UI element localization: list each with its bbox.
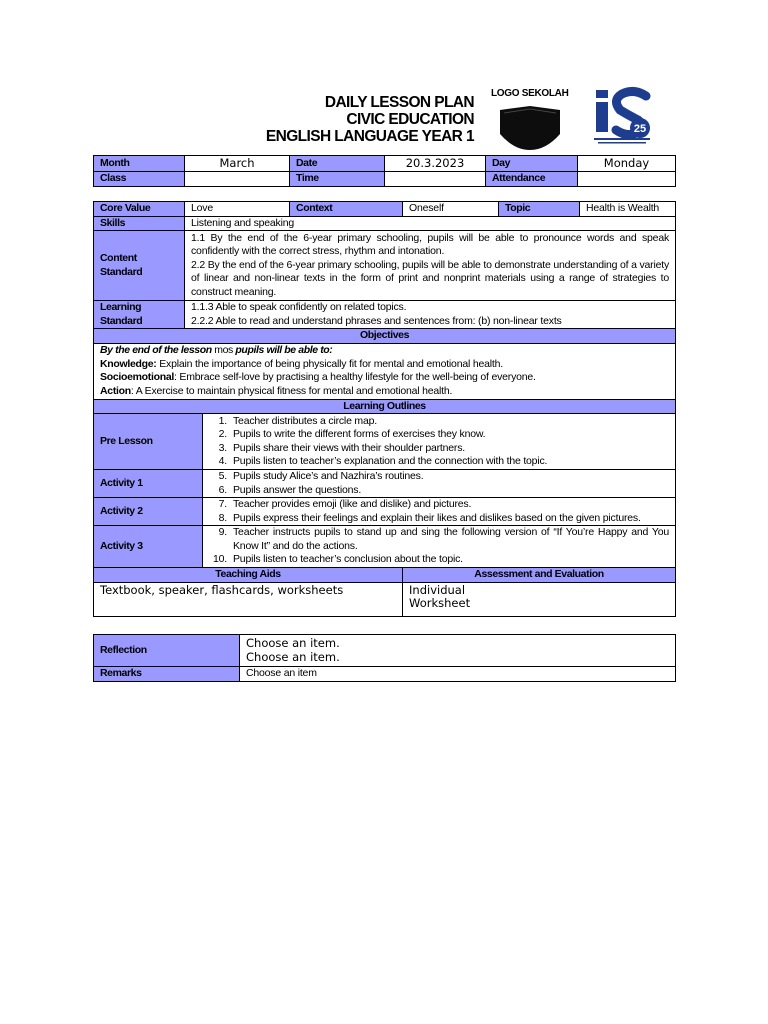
assessment-line-1: Individual [409, 582, 466, 597]
title-line-2: CIVIC EDUCATION [346, 111, 474, 128]
activity-3-label: Activity 3 [94, 526, 203, 568]
step-text: Teacher instructs pupils to stand up and sing the following version of “If You’re Happy and You Know It” and do the actions. [233, 526, 670, 552]
step-text: Pupils to write the different forms of exercises they know. [233, 428, 486, 440]
reflection-line-1: Choose an item. [246, 636, 340, 650]
list-item [209, 470, 669, 484]
info-table [93, 155, 676, 187]
assessment-value[interactable] [403, 582, 676, 616]
attendance-label: Attendance [486, 172, 578, 187]
step-number: 7. [218, 498, 227, 510]
context-label: Context [290, 202, 403, 217]
step-number: 2. [218, 428, 227, 440]
learning-outlines-heading: Learning Outlines [94, 399, 676, 414]
knowledge-label: Knowledge: [100, 357, 157, 370]
action-label: Action [100, 384, 131, 397]
reflection-line-2: Choose an item. [246, 649, 340, 664]
month-label: Month [94, 156, 185, 172]
step-text: Pupils listen to teacher’s explanation and the connection with the topic. [233, 455, 548, 467]
topic-value[interactable]: Health is Wealth [580, 202, 676, 217]
knowledge-text: Explain the importance of being physically fit for mental and emotional health. [156, 357, 503, 370]
content-standard[interactable] [185, 231, 676, 301]
teaching-aids-value[interactable]: Textbook, speaker, flashcards, worksheets [94, 582, 403, 616]
list-item [209, 553, 669, 567]
skills-value[interactable]: Listening and speaking [185, 216, 676, 231]
socioemotional-label: Socioemotional [100, 371, 174, 383]
step-text: Teacher provides emoji (like and dislike) and pictures. [233, 498, 472, 510]
remarks-label: Remarks [94, 667, 240, 682]
step-number: 8. [218, 511, 227, 524]
step-text: Pupils study Alice’s and Nazhira’s routines. [233, 470, 424, 482]
month-value[interactable]: March [185, 156, 290, 172]
class-value[interactable] [185, 172, 290, 187]
objectives-body[interactable] [94, 343, 676, 399]
step-number: 1. [218, 414, 227, 427]
reflection-value[interactable] [240, 635, 676, 667]
pre-lesson-steps[interactable] [203, 414, 676, 470]
list-item [209, 484, 669, 498]
core-value[interactable]: Love [185, 202, 290, 217]
objectives-intro [100, 344, 669, 358]
class-label: Class [94, 172, 185, 187]
date-label: Date [290, 156, 385, 172]
activity-1-label: Activity 1 [94, 470, 203, 498]
objectives-heading: Objectives [94, 329, 676, 344]
step-text: Pupils express their feelings and explain their likes and dislikes based on the given pictures. [233, 511, 641, 524]
attendance-value[interactable] [578, 172, 676, 187]
pre-lesson-label: Pre Lesson [94, 414, 203, 470]
learning-standard[interactable] [185, 301, 676, 329]
step-number: 4. [218, 455, 227, 467]
list-item [209, 455, 669, 469]
activity-3-steps[interactable] [203, 526, 676, 568]
activity-2-steps[interactable] [203, 498, 676, 526]
step-number: 5. [218, 470, 227, 482]
is25-logo-icon [590, 86, 654, 146]
plan-table [93, 201, 676, 617]
activity-2-label: Activity 2 [94, 498, 203, 526]
list-item [209, 512, 669, 526]
list-item [209, 428, 669, 442]
content-standard-1: 1.1 By the end of the 6-year primary schooling, pupils will be able to pronounce words and speak confidently with the correct stress, rhythm and intonation. [191, 231, 670, 258]
objective-knowledge [100, 358, 669, 372]
activity-1-steps[interactable] [203, 470, 676, 498]
document-title [230, 94, 474, 145]
topic-label: Topic [499, 202, 580, 217]
brand-number: 25 [633, 123, 647, 135]
teaching-aids-heading: Teaching Aids [94, 568, 403, 583]
step-text: Pupils share their views with their shoulder partners. [233, 441, 465, 454]
content-standard-label: Content Standard [94, 231, 185, 301]
action-text: : A Exercise to maintain physical fitness for mental and emotional health. [130, 384, 453, 397]
objectives-intro-c: pupils will be able to: [235, 344, 333, 356]
logo-label: LOGO SEKOLAH [491, 88, 569, 99]
objectives-intro-a: By the end of the lesson [100, 344, 212, 356]
objective-socioemotional [100, 371, 669, 385]
day-label: Day [486, 156, 578, 172]
title-line-3: ENGLISH LANGUAGE YEAR 1 [265, 128, 474, 145]
step-text: Pupils listen to teacher’s conclusion about the topic. [233, 553, 463, 566]
time-value[interactable] [385, 172, 486, 187]
skills-label: Skills [94, 216, 185, 231]
core-value-label: Core Value [94, 202, 185, 217]
context-value[interactable]: Oneself [403, 202, 499, 217]
step-number: 10. [213, 553, 227, 566]
list-item [209, 498, 669, 512]
step-text: Pupils answer the questions. [233, 483, 362, 496]
step-text: Teacher distributes a circle map. [233, 414, 377, 427]
remarks-value[interactable]: Choose an item [240, 667, 676, 682]
objective-action [100, 385, 669, 399]
title-line-1: DAILY LESSON PLAN [324, 94, 474, 111]
learning-standard-label: Learning Standard [94, 301, 185, 329]
reflection-table [93, 634, 676, 682]
assessment-heading: Assessment and Evaluation [403, 568, 676, 583]
list-item [209, 526, 669, 553]
day-value[interactable]: Monday [578, 156, 676, 172]
step-number: 6. [218, 483, 227, 496]
content-standard-2: 2.2 By the end of the 6-year primary schooling, pupils will be able to demonstrate understanding of a variety of linear and non-linear texts in the form of print and nonprint materials using a range of strategies to construct meaning. [191, 258, 670, 298]
socioemotional-text: : Embrace self-love by practising a healthy lifestyle for the well-being of everyone. [173, 371, 536, 383]
time-label: Time [290, 172, 385, 187]
list-item [209, 442, 669, 456]
learning-standard-1: 1.1.3 Able to speak confidently on related topics. [191, 301, 407, 313]
assessment-line-2: Worksheet [409, 596, 471, 610]
date-value[interactable]: 20.3.2023 [385, 156, 486, 172]
step-number: 3. [218, 441, 227, 454]
shield-icon [496, 104, 564, 152]
objectives-intro-b: mos [211, 344, 236, 356]
reflection-label: Reflection [94, 635, 240, 667]
list-item [209, 415, 669, 429]
learning-standard-2: 2.2.2 Able to read and understand phrases and sentences from: (b) non-linear texts [191, 314, 562, 327]
step-number: 9. [218, 526, 227, 539]
